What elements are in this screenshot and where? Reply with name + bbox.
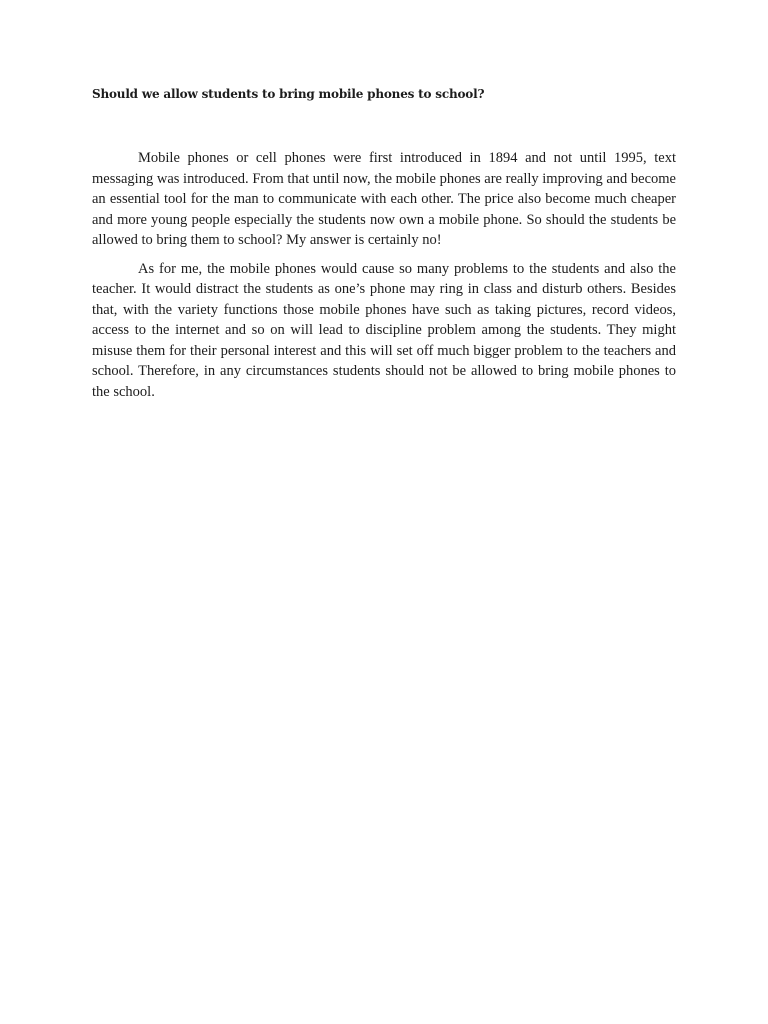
paragraph-intro: Mobile phones or cell phones were first introduced in 1894 and not until 1995, text messaging was introduced. From that until now, the mobile phones are really improving and become an essential tool for the man to communicate with each other. The price also become much cheaper and more young people especially the students now own a mobile phone. So should the students be allowed to bring them to school? My answer is certainly no! [92,150,676,248]
document-body [92,148,676,410]
document-title: Should we allow students to bring mobile phones to school? [92,87,485,101]
paragraph-argument: As for me, the mobile phones would cause so many problems to the students and also the teacher. It would distract the students as one’s phone may ring in class and disturb others. Besides that, with the variety functions those mobile phones have such as taking pictures, record videos, access to the internet and so on will lead to discipline problem among the students. They might misuse them for their personal interest and this will set off much bigger problem to the teachers and school. Therefore, in any circumstances students should not be allowed to bring mobile phones to the school. [92,260,676,400]
